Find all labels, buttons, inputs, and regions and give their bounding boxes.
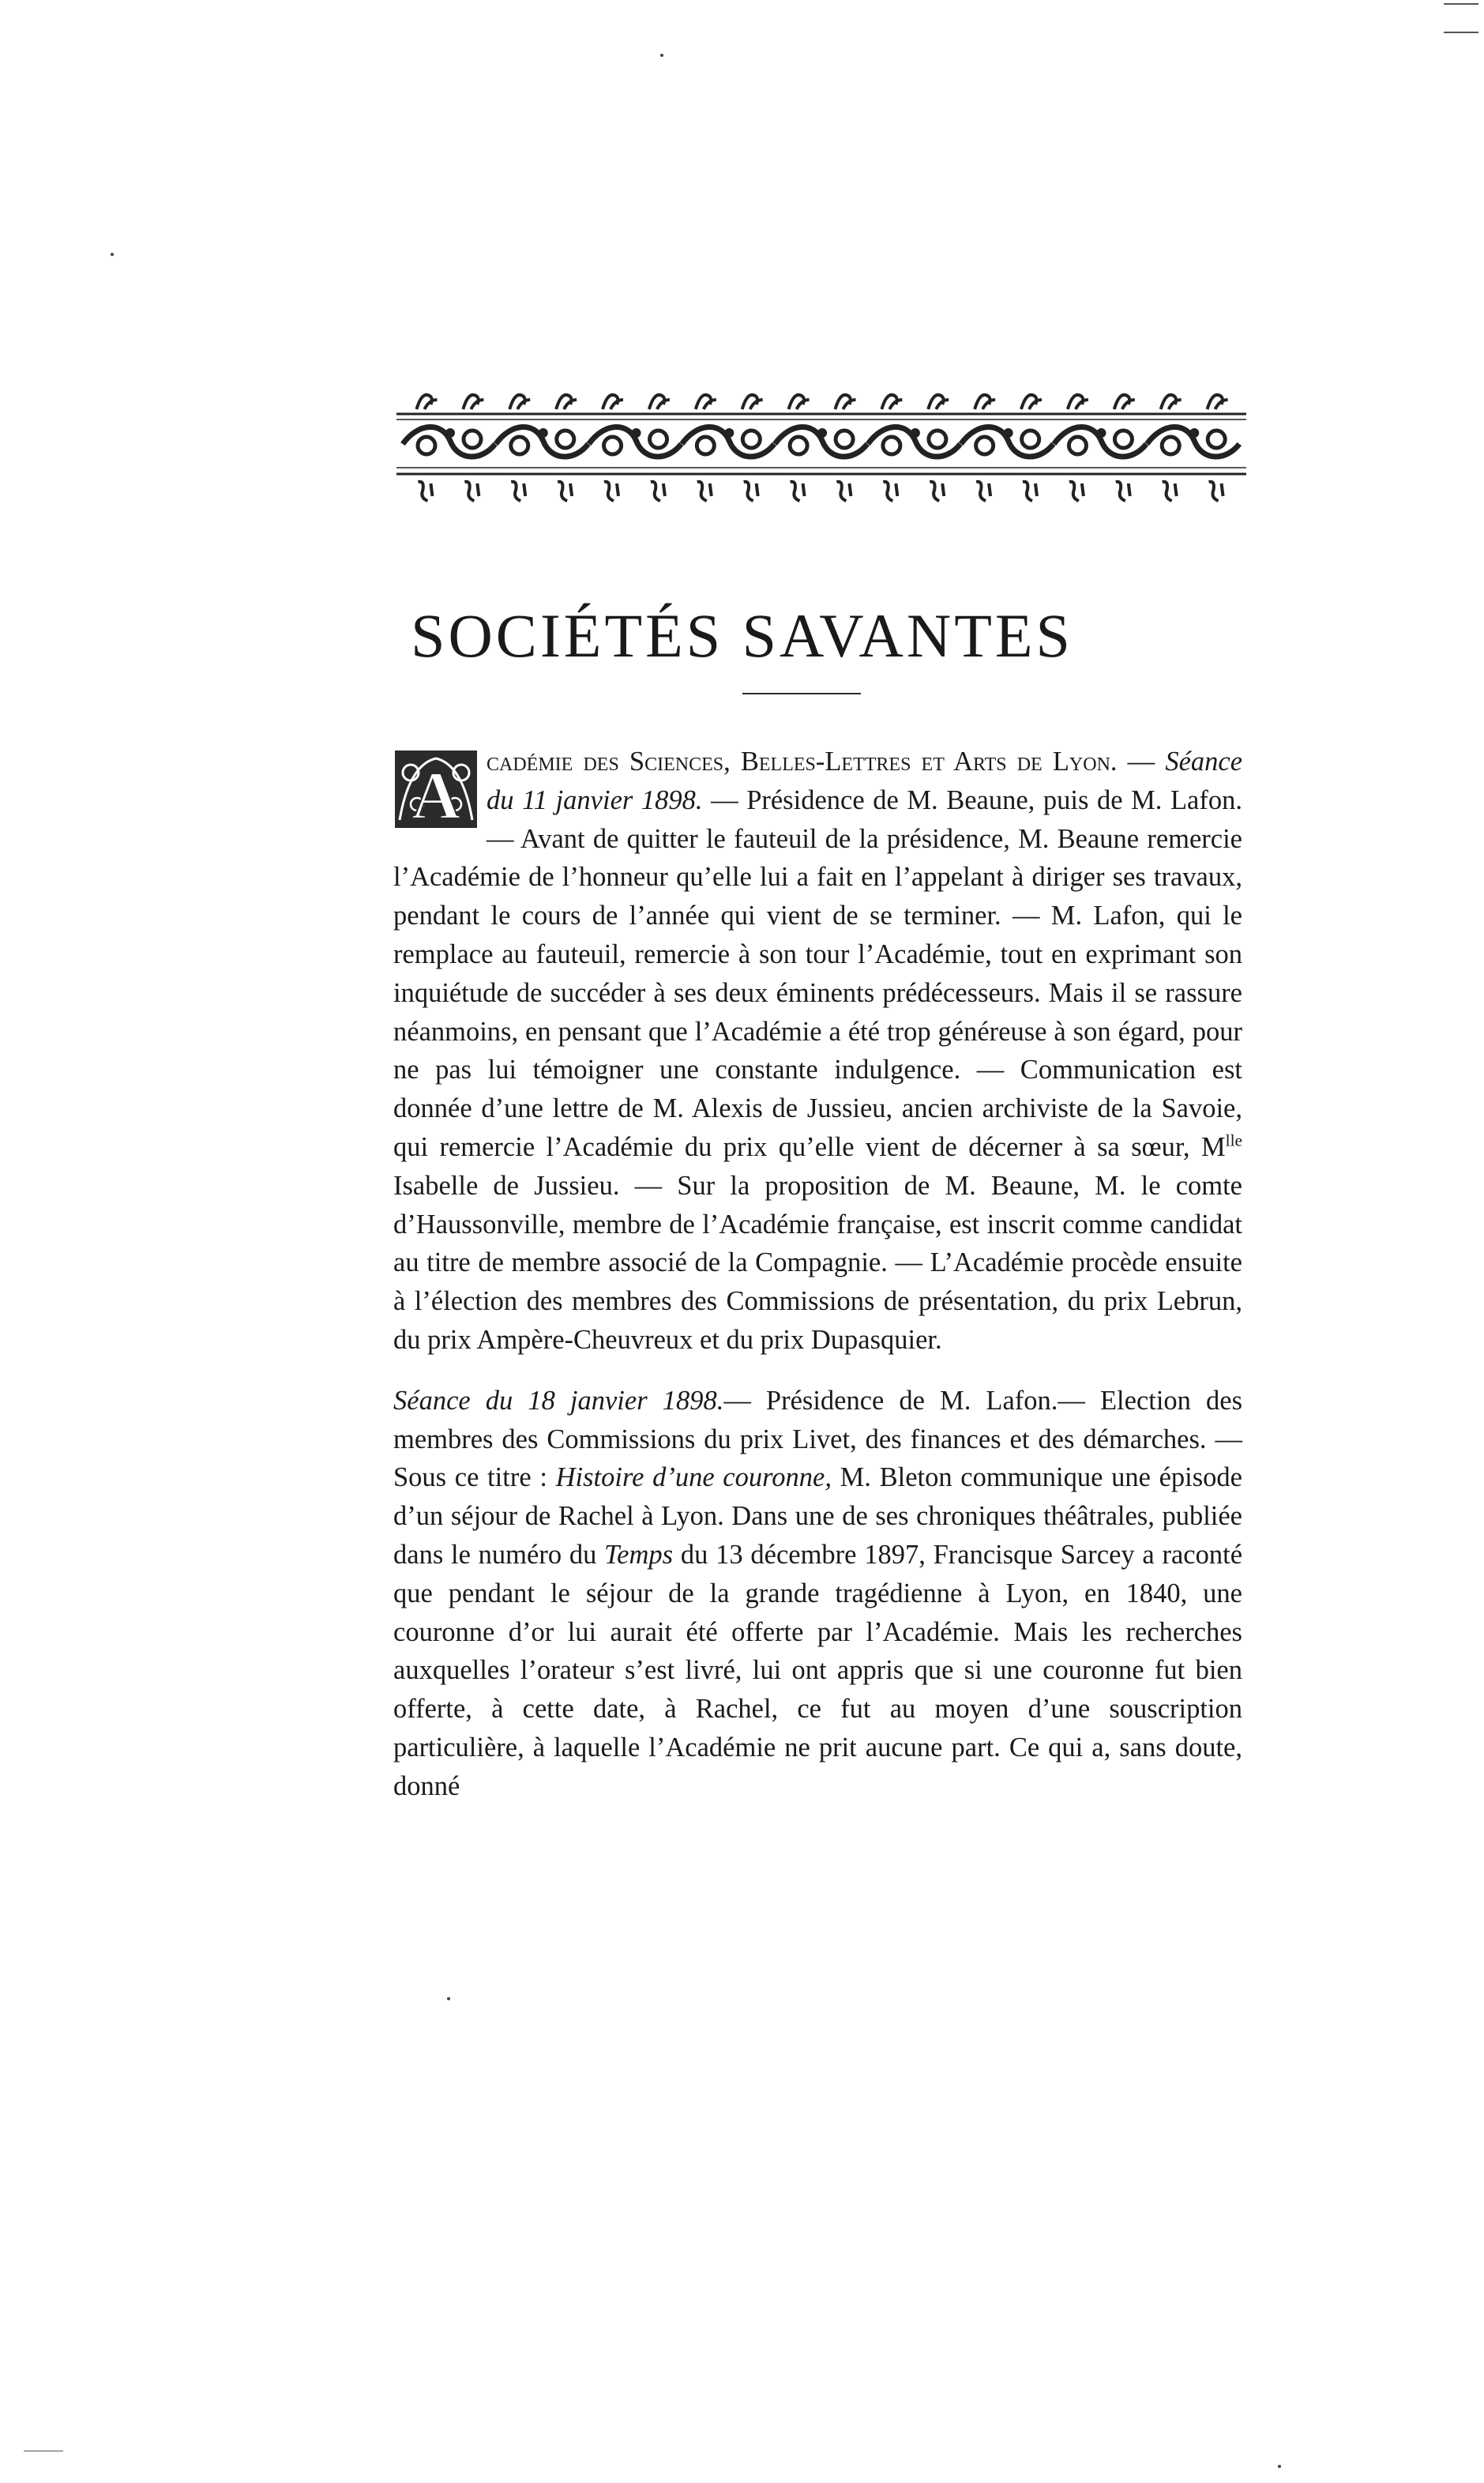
paragraph2-text-a: — Présidence de M. Lafon.— Election des membres des Commissions du prix Livet, des finances et des démarches. — Sous ce titre :	[393, 1385, 1242, 1493]
paragraph1-text-b: Isabelle de Jussieu. — Sur la proposition de M. Beaune, M. le comte d’Haussonville, membre de l’Académie française, est inscrit comme candidat au titre de membre associé de la Compagnie. — L’Académie procède ensuite à l’élection des membres des Commissions de présentation, du prix Lebrun, du prix Ampère-Cheuvreux et du prix Dupasquier.	[393, 1170, 1242, 1355]
scan-speck	[447, 1997, 450, 2000]
title-underline	[742, 693, 861, 694]
heading-dash: —	[1117, 747, 1166, 777]
dropcap-letter: A	[411, 758, 461, 830]
newspaper-title: Temps	[604, 1539, 674, 1570]
scan-edge-mark	[1444, 32, 1478, 33]
academy-heading: cadémie des Sciences, Belles-Lettres et Arts de Lyon.	[487, 747, 1118, 777]
mlle-superscript: lle	[1225, 1131, 1242, 1150]
page-title: SOCIÉTÉS SAVANTES	[411, 601, 1073, 670]
ornamental-dropcap-icon	[393, 749, 479, 830]
leaf-row-bottom-icon	[418, 482, 1223, 501]
seance-date-1: Séance du 11 janvier 1898.	[487, 747, 1243, 815]
scan-edge-mark	[1444, 3, 1478, 5]
article-body	[393, 743, 1242, 1806]
work-title: Histoire d’une couronne,	[555, 1462, 832, 1493]
paragraph2-text-c: du 13 décembre 1897, Francisque Sarcey a raconté que pendant le séjour de la grande tragédienne à Lyon, en 1840, une couronne d’or lui aurait été offerte par l’Académie. Mais les recherches auxquelles l’orateur s’est livré, lui ont appris que si une couronne fut bien offerte, à cette date, à Rachel, ce fut au moyen d’une souscription particulière, à laquelle l’Académie ne prit aucune part. Ce qui a, sans doute, donné	[393, 1539, 1243, 1801]
scroll-vine-icon	[403, 427, 1239, 457]
scan-speck	[111, 253, 114, 256]
scan-speck	[1278, 2465, 1281, 2468]
paragraph1-text-a: — Présidence de M. Beaune, puis de M. Lafon. — Avant de quitter le fauteuil de la présidence, M. Beaune remercie l’Académie de l’honneur qu’elle lui a fait en l’appelant à diriger ses travaux, pendant le cours de l’année qui vient de se terminer. — M. Lafon, qui le remplace au fauteuil, remercie à son tour l’Académie, tout en exprimant son inquiétude de succéder à ses deux éminents prédécesseurs. Mais il se rassure néanmoins, en pensant que l’Académie a été trop généreuse à son égard, pour ne pas lui témoigner une constante indulgence. — Communication est donnée d’une lettre de M. Alexis de Jussieu, ancien archiviste de la Savoie, qui remercie l’Académie du prix qu’elle vient de décerner à sa sœur, M	[393, 784, 1242, 1162]
paragraph-seance-18-janvier	[393, 1382, 1242, 1806]
paragraph-seance-11-janvier	[393, 743, 1242, 1360]
paragraph2-text-b: M. Bleton communique une épisode d’un séjour de Rachel à Lyon. Dans une de ses chroniques théâtrales, publiée dans le numéro du	[393, 1462, 1242, 1570]
decorative-ornament-band	[395, 386, 1248, 512]
scan-speck	[660, 54, 663, 57]
leaf-row-top-icon	[416, 395, 1227, 409]
seance-date-2: Séance du 18 janvier 1898.	[393, 1385, 724, 1416]
